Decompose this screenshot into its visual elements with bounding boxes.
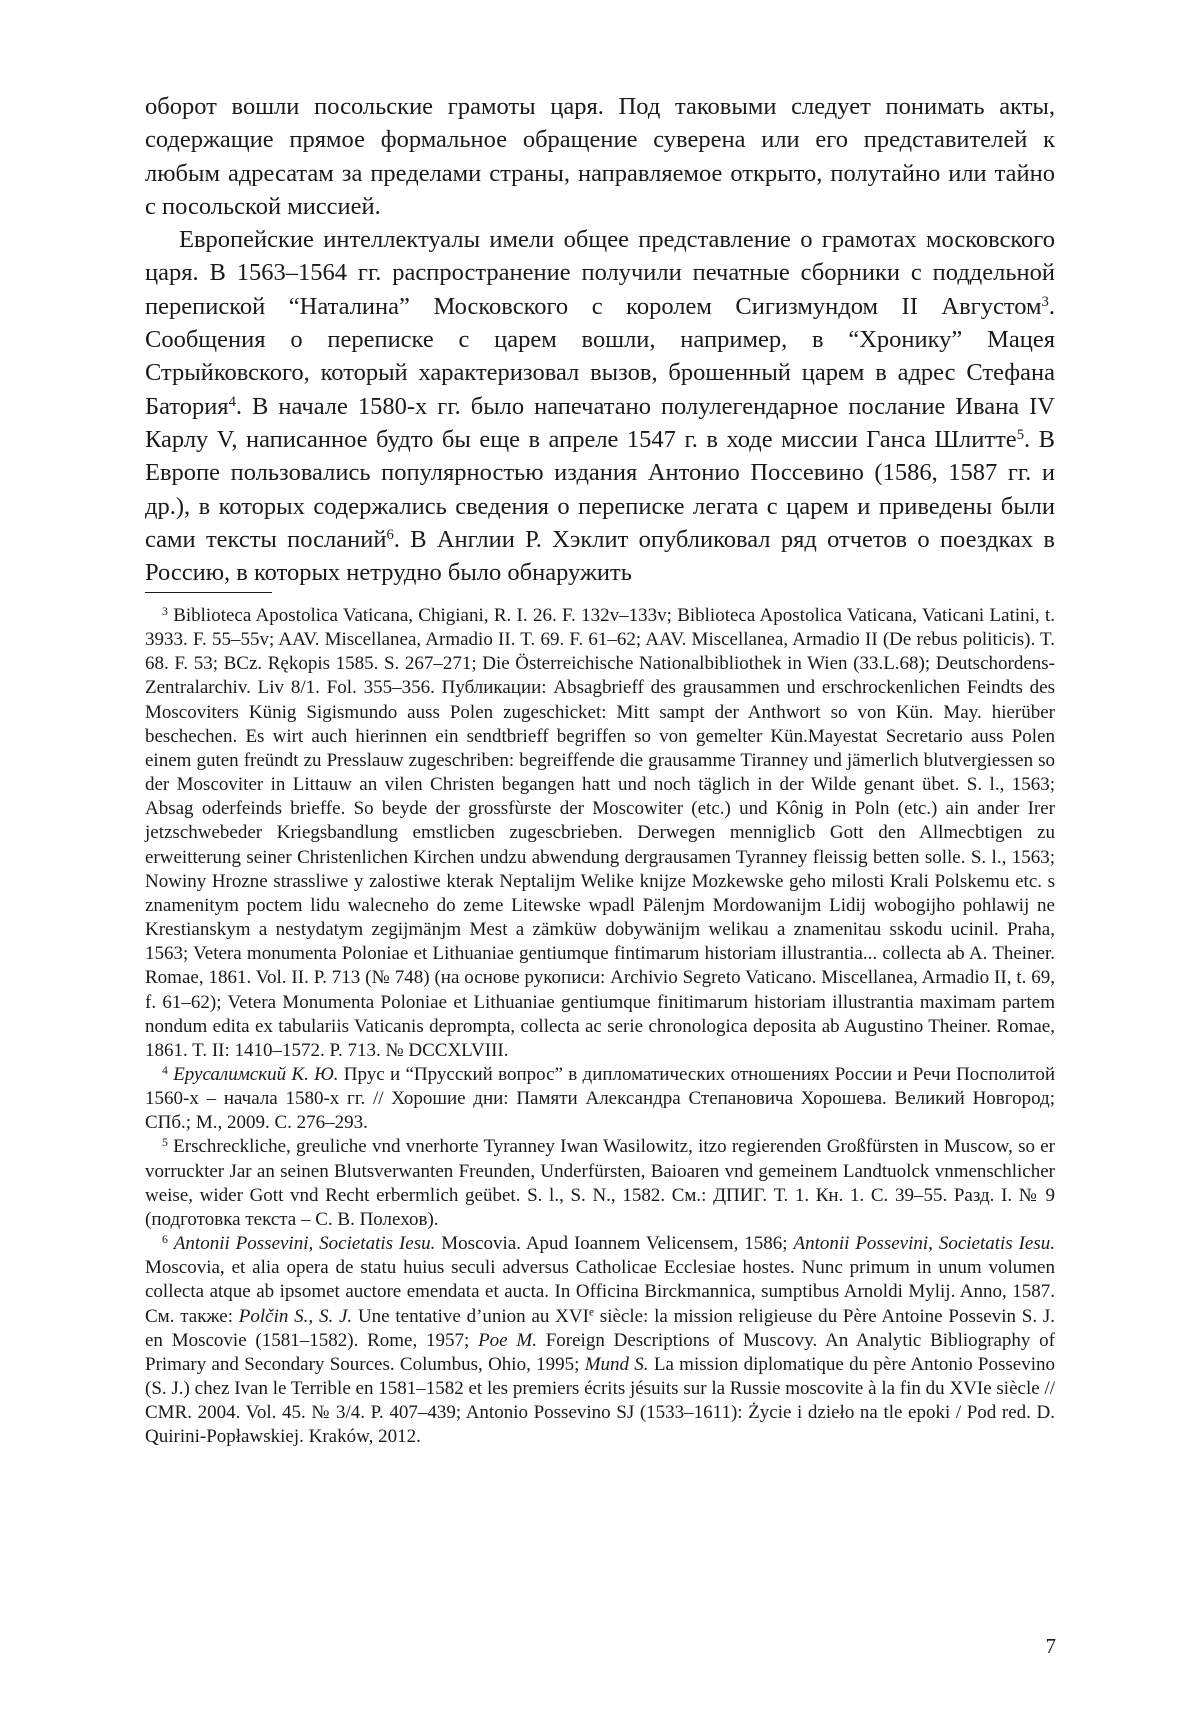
main-text xyxy=(145,90,1055,589)
footnote-text: Biblioteca Apostolica Vaticana, Chigiani, R. I. 26. F. 132v–133v; Biblioteca Apostolica Vaticana, Vaticani Latini, t. 3933. F. 55–55v; AAV. Miscellanea, Armadio II. T. 69. F. 61–62; AAV. Miscellanea, Armadio II (De rebus politicis). T. 68. F. 53; BCz. Rękopis 1585. S. 267–271; Die Österreichische Nationalbibliothek in Wien (33.L.68); Deutschordens-Zentralarchiv. Liv 8/1. Fol. 355–356. Публикации: Absagbrieff des grausammen und erschrockenlichen Feindts des Moscoviters Künig Sigismundo auss Polen zugeschicket: Mitt sampt der Anthwort so von Kün. May. hierüber beschechen. Es wirt auch hierinnen ein sendtbrieff begriffen so von gemelter Kün.Mayestat Secretario auss Polen einem guten freündt zu Presslauw zugeschriben: begreiffende die grausamme Tiranney und jämerlich blutvergiessen so der Moscoviter in Littauw an vilen Christen begangen hatt und noch täglich in der Wilde genant übet. S. l., 1563; Absag oderfeinds brieffe. So beyde der grossfùrste der Moscowiter (etc.) und Kônig in Poln (etc.) ain ander Irer jetzschwebeder Kriegsbandlung emstlicben zugescbrieben. Derwegen menniglicb Gott den Allmecbtigen zu erweitterung seiner Christenlichen Kirchen undzu abwendung dergrausamen Tyranney fleissig betten solle. S. l., 1563; Nowiny Hrozne strassliwe y zalostiwe kterak Neptalijm Welike knijze Mozkewske geho milosti Krali Polskemu etc. s znamenitym poctem lidu walecneho do zeme Litewske wpadl Pälenjm Mordowanijm Lidij wobogijho pohlawij ne Krestianskym a nestydatym zegijmänjm Mest a zämküw dobywänijm welikau a znamenitau sskodu ucinil. Praha, 1563; Vetera monumenta Poloniae et Lithuaniae gentiumque fintimarum historiam illustrantia... collecta ab A. Theiner. Romae, 1861. Vol. II. P. 713 (№ 748) (на основе рукописи: Archivio Segreto Vaticano. Miscellanea, Armadio II, t. 69, f. 61–62); Vetera Monumenta Poloniae et Lithuaniae gentiumque finitimarum historiam illustrantia maximam partem nondum edita ex tabulariis Vaticanis deprompta, collecta ac serie chronologica deposita ab Augustino Theiner. Romae, 1861. T. II: 1410–1572. P. 713. № DCCXLVIII. xyxy=(145,605,1055,1061)
footnote-text: siècle: la mission religieuse du Père Antoine Possevin S. J. en Moscovie (1581–1582). Rome, 1957; xyxy=(145,1306,1055,1351)
footnote-text: Une tentative d’union au XVI xyxy=(352,1306,589,1327)
footnote-text: Foreign Descriptions of Muscovy. An Analytic Bibliography of Primary and Secondary Sources. Columbus, Ohio, 1995; xyxy=(145,1330,1055,1375)
footnote-number: 5 xyxy=(162,1137,168,1150)
paragraph-1: оборот вошли посольские грамоты царя. Под таковыми следует понимать акты, содержащие прямое формальное обращение суверена или его представителей к любым адресатам за пределами страны, направляемое открыто, полутайно или тайно с посольской миссией. xyxy=(145,90,1055,223)
footnote-ref-5[interactable]: 5 xyxy=(1017,427,1024,443)
footnote-text: Moscovia, et alia opera de statu huius seculi adversus Catholicae Ecclesiae hostes. Nunc primum in unum volumen collecta atque ab ipsomet auctore emendata et aucta. In Officina Birckmannica, sumptibus Arnoldi Mylij. Anno, 1587. См. также: xyxy=(145,1257,1055,1326)
paragraph-2 xyxy=(145,223,1055,589)
footnote-6 xyxy=(145,1232,1055,1449)
paragraph-2-text: Европейские интеллектуалы имели общее представление о грамотах московского царя. В 1563–1564 гг. распространение получили печатные сборники с поддельной перепиской “Наталина” Московского с королем Сигизмундом II Августом xyxy=(145,226,1055,320)
footnote-separator xyxy=(145,592,272,593)
footnote-4 xyxy=(145,1063,1055,1135)
footnote-text: Erschreckliche, greuliche vnd vnerhorte Tyranney Iwan Wasilowitz, itzo regierenden Großfürsten in Muscow, so er vorruckter Jar an seinen Blutsverwanten Freunden, Underfürsten, Baioaren vnd gemeinem Landtuolck vnmenschlicher weise, wider Gott vnd Recht erbermlich geübet. S. l., S. N., 1582. См.: ДПИГ. Т. 1. Кн. 1. С. 39–55. Разд. I. № 9 (подготовка текста – С. В. Полехов). xyxy=(145,1136,1055,1229)
paragraph-2-text: . В Англии Р. Хэклит опубликовал ряд отчетов о поездках в Россию, в которых нетрудно было обнаружить xyxy=(145,526,1055,586)
footnote-ref-6[interactable]: 6 xyxy=(386,527,393,543)
footnote-text: Прус и “Прусский вопрос” в дипломатических отношениях России и Речи Посполитой 1560-х – начала 1580-х гг. // Хорошие дни: Памяти Александра Степановича Хорошева. Великий Новгород; СПб.; М., 2009. С. 276–293. xyxy=(145,1064,1055,1133)
footnote-author: Polčin S., S. J. xyxy=(239,1306,352,1327)
paragraph-2-text: . Сообщения о переписке с царем вошли, например, в “Хронику” Мацея Стрыйковского, который характеризовал вызов, брошенный царем в адрес Стефана Батория xyxy=(145,293,1055,420)
paragraph-2-text: . В начале 1580-х гг. было напечатано полулегендарное послание Ивана IV Карлу V, написанное будто бы еще в апреле 1547 г. в ходе миссии Ганса Шлитте xyxy=(145,393,1055,453)
footnote-text: La mission diplomatique du père Antonio Possevino (S. J.) chez Ivan le Terrible en 1581–1582 et les premiers écrits jésuits sur la Russie moscovite à la fin du XVIe siècle // CMR. 2004. Vol. 45. № 3/4. P. 407–439; Antonio Possevino SJ (1533–1611): Życie i dzieło na tle epoki / Pod red. D. Quirini-Popławskiej. Kraków, 2012. xyxy=(145,1354,1055,1447)
page-number: 7 xyxy=(1000,1634,1056,1658)
footnote-author: Ерусалимский К. Ю. xyxy=(173,1064,338,1085)
footnote-3 xyxy=(145,604,1055,1063)
footnote-author: Antonii Possevini, Societatis Iesu. xyxy=(793,1233,1055,1254)
footnote-author: Antonii Possevini, Societatis Iesu. xyxy=(174,1233,436,1254)
footnote-number: 6 xyxy=(162,1233,168,1246)
footnote-ref-3[interactable]: 3 xyxy=(1042,294,1049,310)
footnote-5 xyxy=(145,1135,1055,1232)
superscript-e: e xyxy=(589,1306,594,1318)
footnote-number: 3 xyxy=(162,605,168,618)
footnote-number: 4 xyxy=(162,1064,168,1077)
footnote-author: Mund S. xyxy=(585,1354,649,1375)
document-page xyxy=(0,0,1200,1719)
paragraph-2-text: . В Европе пользовались популярностью издания Антонио Поссевино (1586, 1587 гг. и др.), в которых содержались сведения о переписке легата с царем и приведены были сами тексты посланий xyxy=(145,426,1055,553)
footnote-author: Poe M. xyxy=(478,1330,537,1351)
footnotes xyxy=(145,604,1055,1449)
footnote-ref-4[interactable]: 4 xyxy=(229,394,236,410)
footnote-text: Moscovia. Apud Ioannem Velicensem, 1586; xyxy=(435,1233,793,1254)
